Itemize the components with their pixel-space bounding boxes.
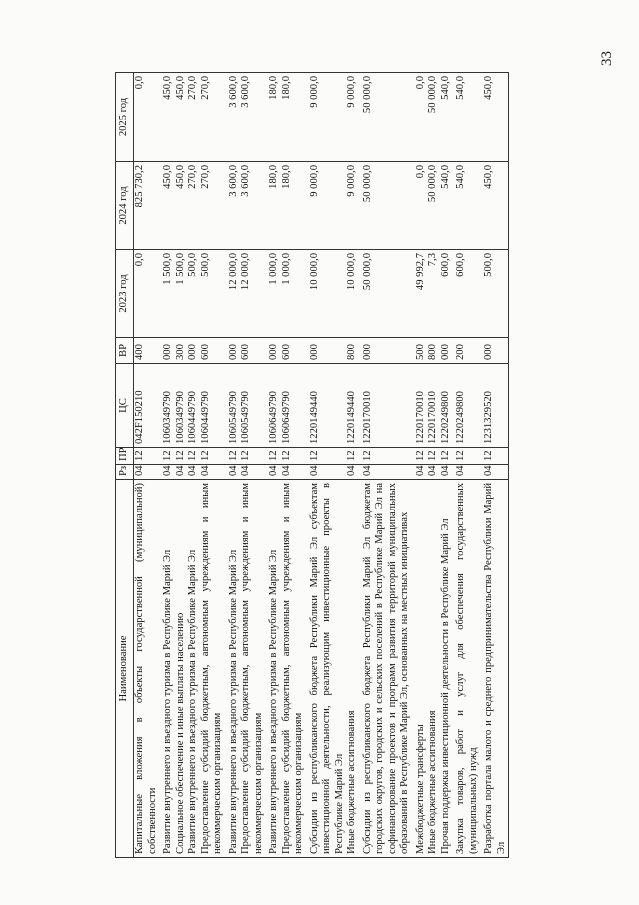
cell-name: Субсидии из республиканского бюджета Республики Марий Эл субъектам инвестиционной деятельности, реализующим инвестиционные проекты в Республике Марий Эл: [309, 480, 347, 858]
cell-y2023: 7,3: [427, 250, 440, 338]
cell-name: Предоставление субсидий бюджетным, автономным учреждениям и иным некоммерческим организациям: [281, 480, 309, 858]
cell-y2024: 50 000,0: [427, 162, 440, 250]
cell-y2024: 450,0: [162, 162, 175, 250]
cell-y2023: 500,0: [483, 250, 509, 338]
header-pr: ПР: [116, 448, 134, 465]
cell-cs: 1060349790: [162, 364, 175, 448]
header-rz: Рз: [116, 465, 134, 480]
cell-y2024: 0,0: [415, 162, 428, 250]
cell-pr: 12: [240, 448, 268, 465]
header-2025: 2025 год: [116, 73, 134, 162]
cell-y2023: 500,0: [200, 250, 228, 338]
cell-name: Прочая поддержка инвестиционной деятельности в Республике Марий Эл: [440, 480, 456, 858]
cell-y2023: 49 992,7: [415, 250, 428, 338]
header-cs: ЦС: [116, 364, 134, 448]
cell-pr: 12: [415, 448, 428, 465]
cell-y2023: 10 000,0: [346, 250, 362, 338]
cell-pr: 12: [134, 448, 163, 465]
cell-rz: 04: [427, 465, 440, 480]
cell-vr: 000: [268, 338, 281, 364]
cell-cs: 1060649790: [268, 364, 281, 448]
cell-y2025: 50 000,0: [362, 73, 415, 162]
cell-rz: 04: [175, 465, 188, 480]
cell-y2025: 270,0: [187, 73, 200, 162]
table-row: [200, 73, 228, 858]
cell-y2024: 9 000,0: [346, 162, 362, 250]
cell-y2025: 180,0: [281, 73, 309, 162]
cell-rz: 04: [415, 465, 428, 480]
cell-pr: 12: [162, 448, 175, 465]
cell-y2024: 3 600,0: [228, 162, 241, 250]
cell-y2025: 9 000,0: [346, 73, 362, 162]
cell-rz: 04: [440, 465, 456, 480]
cell-rz: 04: [240, 465, 268, 480]
cell-y2023: 0,0: [134, 250, 163, 338]
cell-vr: 600: [240, 338, 268, 364]
cell-vr: 500: [415, 338, 428, 364]
cell-vr: 000: [362, 338, 415, 364]
cell-vr: 000: [440, 338, 456, 364]
cell-name: Межбюджетные трансферты: [415, 480, 428, 858]
cell-name: Субсидии из республиканского бюджета Республики Марий Эл бюджетам городских округов, городских и сельских поселений в Республике Марий Эл на софинансирование проектов и программ развития территорий муниципальных образований в Республике Марий Эл, основанных на местных инициативах: [362, 480, 415, 858]
header-2024: 2024 год: [116, 162, 134, 250]
cell-pr: 12: [228, 448, 241, 465]
cell-cs: 1220149440: [309, 364, 347, 448]
cell-y2023: 500,0: [187, 250, 200, 338]
cell-vr: 000: [162, 338, 175, 364]
cell-name: Иные бюджетные ассигнования: [346, 480, 362, 858]
cell-name: Социальное обеспечение и иные выплаты населению: [175, 480, 188, 858]
cell-vr: 600: [200, 338, 228, 364]
header-name: Наименование: [116, 480, 134, 858]
cell-cs: 1220170010: [427, 364, 440, 448]
table-row: [162, 73, 175, 858]
budget-table: [115, 72, 509, 858]
header-2023: 2023 год: [116, 250, 134, 338]
cell-rz: 04: [281, 465, 309, 480]
cell-cs: 1060649790: [281, 364, 309, 448]
cell-cs: 1060549790: [240, 364, 268, 448]
cell-y2024: 540,0: [440, 162, 456, 250]
cell-y2024: 9 000,0: [309, 162, 347, 250]
cell-name: Предоставление субсидий бюджетным, автономным учреждениям и иным некоммерческим организациям: [240, 480, 268, 858]
cell-y2023: 12 000,0: [228, 250, 241, 338]
cell-pr: 12: [268, 448, 281, 465]
table-row: [187, 73, 200, 858]
cell-y2023: 600,0: [455, 250, 483, 338]
cell-y2025: 540,0: [455, 73, 483, 162]
cell-y2025: 0,0: [415, 73, 428, 162]
cell-vr: 300: [175, 338, 188, 364]
cell-cs: 1231329520: [483, 364, 509, 448]
cell-rz: 04: [309, 465, 347, 480]
table-row: [415, 73, 428, 858]
cell-y2024: 825 730,2: [134, 162, 163, 250]
table-row: [134, 73, 163, 858]
cell-y2024: 180,0: [281, 162, 309, 250]
table-header: [116, 73, 134, 858]
cell-rz: 04: [362, 465, 415, 480]
cell-pr: 12: [440, 448, 456, 465]
cell-y2024: 3 600,0: [240, 162, 268, 250]
cell-cs: 1060449790: [187, 364, 200, 448]
cell-y2023: 1 500,0: [175, 250, 188, 338]
cell-name: Разработка портала малого и среднего предпринимательства Республики Марий Эл: [483, 480, 509, 858]
cell-vr: 000: [309, 338, 347, 364]
cell-rz: 04: [200, 465, 228, 480]
cell-rz: 04: [187, 465, 200, 480]
cell-y2024: 540,0: [455, 162, 483, 250]
cell-name: Развитие внутреннего и въездного туризма в Республике Марий Эл: [162, 480, 175, 858]
cell-name: Иные бюджетные ассигнования: [427, 480, 440, 858]
page-number: 33: [599, 51, 615, 66]
table-row: [346, 73, 362, 858]
cell-pr: 12: [187, 448, 200, 465]
table-body: [134, 73, 509, 858]
cell-pr: 12: [483, 448, 509, 465]
table-row: [175, 73, 188, 858]
cell-cs: 1220170010: [362, 364, 415, 448]
table-row: [455, 73, 483, 858]
cell-y2024: 270,0: [187, 162, 200, 250]
cell-rz: 04: [483, 465, 509, 480]
cell-vr: 800: [346, 338, 362, 364]
cell-name: Предоставление субсидий бюджетным, автономным учреждениям и иным некоммерческим организациям: [200, 480, 228, 858]
header-vr: ВР: [116, 338, 134, 364]
cell-vr: 800: [427, 338, 440, 364]
cell-y2025: 540,0: [440, 73, 456, 162]
cell-y2023: 1 000,0: [281, 250, 309, 338]
cell-y2024: 50 000,0: [362, 162, 415, 250]
cell-rz: 04: [268, 465, 281, 480]
cell-vr: 000: [187, 338, 200, 364]
cell-y2025: 450,0: [483, 73, 509, 162]
cell-y2025: 3 600,0: [240, 73, 268, 162]
cell-pr: 12: [200, 448, 228, 465]
cell-y2025: 270,0: [200, 73, 228, 162]
cell-cs: 1220149440: [346, 364, 362, 448]
cell-y2024: 180,0: [268, 162, 281, 250]
cell-y2023: 1 000,0: [268, 250, 281, 338]
cell-rz: 04: [455, 465, 483, 480]
cell-y2025: 0,0: [134, 73, 163, 162]
table-row: [228, 73, 241, 858]
cell-cs: 1060549790: [228, 364, 241, 448]
cell-y2024: 450,0: [175, 162, 188, 250]
table-row: [309, 73, 347, 858]
cell-cs: 1220170010: [415, 364, 428, 448]
cell-rz: 04: [134, 465, 163, 480]
cell-name: Капитальные вложения в объекты государственной (муниципальной) собственности: [134, 480, 163, 858]
cell-pr: 12: [455, 448, 483, 465]
table-row: [440, 73, 456, 858]
cell-y2023: 1 500,0: [162, 250, 175, 338]
cell-rz: 04: [162, 465, 175, 480]
cell-y2024: 270,0: [200, 162, 228, 250]
cell-pr: 12: [427, 448, 440, 465]
cell-rz: 04: [346, 465, 362, 480]
table-row: [362, 73, 415, 858]
cell-y2025: 450,0: [162, 73, 175, 162]
table-row: [268, 73, 281, 858]
cell-pr: 12: [362, 448, 415, 465]
cell-y2025: 3 600,0: [228, 73, 241, 162]
cell-y2025: 50 000,0: [427, 73, 440, 162]
cell-rz: 04: [228, 465, 241, 480]
cell-y2023: 50 000,0: [362, 250, 415, 338]
cell-cs: 1060449790: [200, 364, 228, 448]
cell-pr: 12: [175, 448, 188, 465]
cell-name: Развитие внутреннего и въездного туризма в Республике Марий Эл: [268, 480, 281, 858]
table-row: [427, 73, 440, 858]
cell-cs: 1060349790: [175, 364, 188, 448]
cell-y2024: 450,0: [483, 162, 509, 250]
cell-cs: 042F150210: [134, 364, 163, 448]
cell-y2023: 10 000,0: [309, 250, 347, 338]
cell-vr: 400: [134, 338, 163, 364]
cell-vr: 000: [483, 338, 509, 364]
cell-name: Закупка товаров, работ и услуг для обеспечения государственных (муниципальных) нужд: [455, 480, 483, 858]
cell-name: Развитие внутреннего и въездного туризма в Республике Марий Эл: [228, 480, 241, 858]
cell-y2023: 600,0: [440, 250, 456, 338]
cell-vr: 600: [281, 338, 309, 364]
cell-vr: 000: [228, 338, 241, 364]
cell-y2023: 12 000,0: [240, 250, 268, 338]
cell-pr: 12: [309, 448, 347, 465]
cell-name: Развитие внутреннего и въездного туризма в Республике Марий Эл: [187, 480, 200, 858]
cell-y2025: 450,0: [175, 73, 188, 162]
table-row: [483, 73, 509, 858]
cell-pr: 12: [346, 448, 362, 465]
cell-y2025: 180,0: [268, 73, 281, 162]
cell-y2025: 9 000,0: [309, 73, 347, 162]
table-row: [281, 73, 309, 858]
rotated-table-wrapper: [115, 73, 632, 858]
cell-cs: 1220249800: [455, 364, 483, 448]
table-row: [240, 73, 268, 858]
cell-pr: 12: [281, 448, 309, 465]
cell-vr: 200: [455, 338, 483, 364]
cell-cs: 1220249800: [440, 364, 456, 448]
